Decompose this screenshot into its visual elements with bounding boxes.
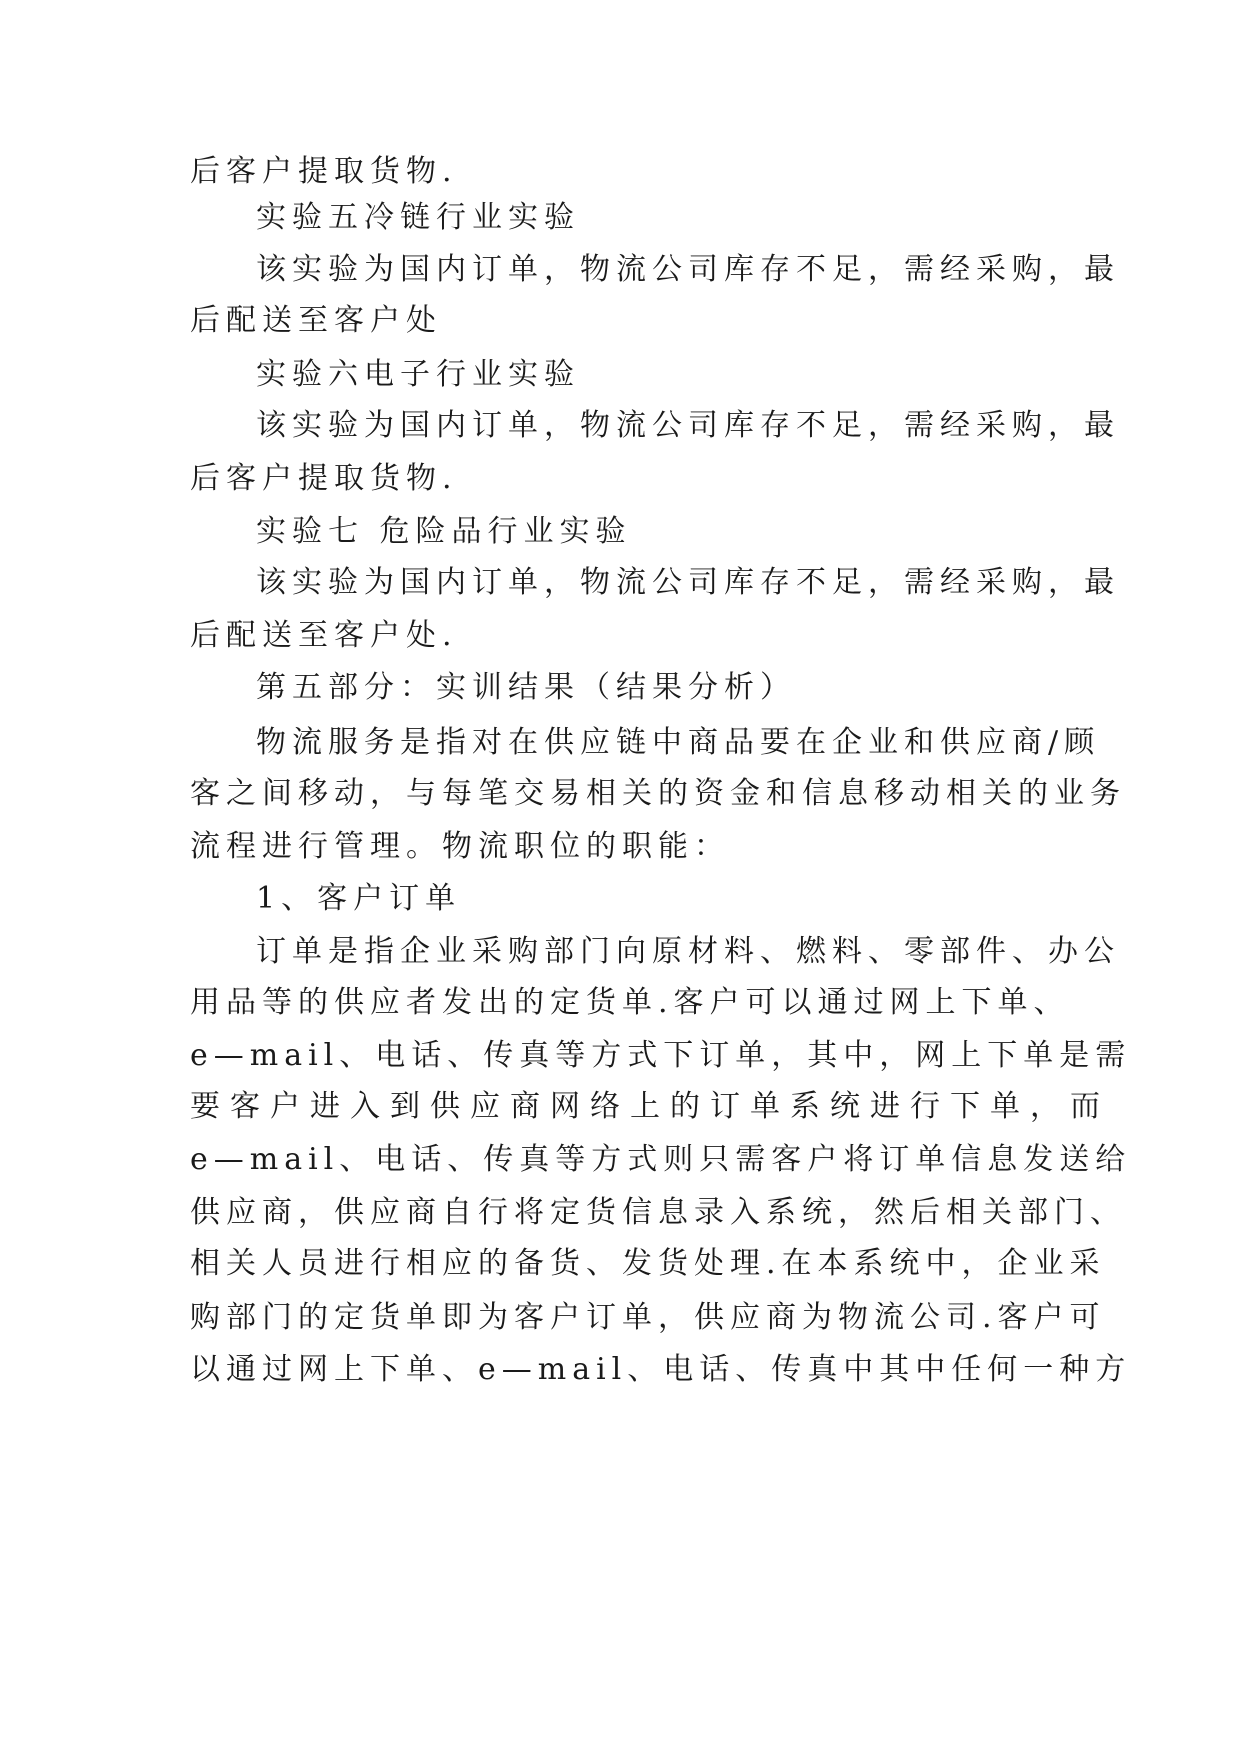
text-line: e—mail、电话、传真等方式则只需客户将订单信息发送给 [190, 1142, 1132, 1177]
text-line: 实验七 危险品行业实验 [256, 514, 632, 549]
text-line: 流程进行管理。物流职位的职能： [190, 829, 730, 864]
section-heading: 第五部分：实训结果（结果分析） [256, 670, 796, 705]
text-line: 相关人员进行相应的备货、发货处理.在本系统中，企业采 [190, 1246, 1106, 1281]
text-line: 订单是指企业采购部门向原材料、燃料、零部件、办公 [256, 934, 1120, 969]
text-line: 实验六电子行业实验 [256, 357, 580, 392]
text-line: 该实验为国内订单，物流公司库存不足，需经采购，最 [256, 565, 1120, 600]
text-line: 该实验为国内订单，物流公司库存不足，需经采购，最 [256, 252, 1120, 287]
text-line: 后客户提取货物. [190, 461, 458, 496]
text-line: e—mail、电话、传真等方式下订单，其中，网上下单是需 [190, 1038, 1132, 1073]
text-line: 客之间移动，与每笔交易相关的资金和信息移动相关的业务 [190, 776, 1126, 811]
text-line: 以通过网上下单、e—mail、电话、传真中其中任何一种方 [190, 1352, 1132, 1387]
text-line: 要客户进入到供应商网络上的订单系统进行下单，而 [190, 1089, 1110, 1124]
text-line: 供应商，供应商自行将定货信息录入系统，然后相关部门、 [190, 1195, 1126, 1230]
text-line: 后客户提取货物. [190, 154, 458, 189]
text-line: 该实验为国内订单，物流公司库存不足，需经采购，最 [256, 408, 1120, 443]
text-line: 物流服务是指对在供应链中商品要在企业和供应商/顾 [256, 725, 1101, 760]
text-line: 实验五冷链行业实验 [256, 200, 580, 235]
text-line: 购部门的定货单即为客户订单，供应商为物流公司.客户可 [190, 1300, 1106, 1335]
subsection-heading: 1、客户订单 [256, 881, 462, 916]
text-line: 用品等的供应者发出的定货单.客户可以通过网上下单、 [190, 985, 1070, 1020]
text-line: 后配送至客户处 [190, 303, 442, 338]
text-line: 后配送至客户处. [190, 618, 458, 653]
